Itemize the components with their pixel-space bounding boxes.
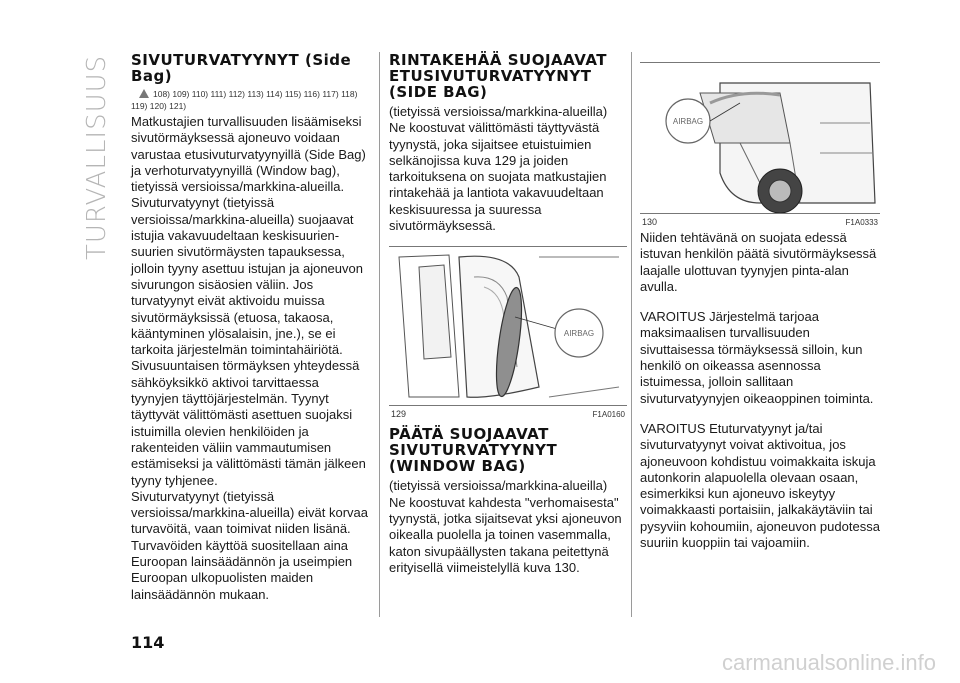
column-divider-2 <box>631 52 632 617</box>
paragraph: Matkustajien turvallisuuden lisäämiseksi sivutörmäyksessä ajoneuvo voidaan varustaa etusivuturvatyynyillä (Side Bag) ja verhoturvatyynyillä (Window bag), tietyissä versioissa/markkina-alueilla. <box>131 114 366 195</box>
figure-number: 129 <box>391 409 407 420</box>
section-tab <box>82 54 112 260</box>
paragraph: Sivuturvatyynyt (tietyissä versioissa/markkina-alueilla) suojaavat istujia vakavuudeltaan keskisuurien-suurien sivutörmäysten tapauksessa, jolloin tyyny asettuu istujan ja ajoneuvon sivurungon sisäosien väliin. Jos turvatyynyt eivät aktivoidu muissa sivutörmäyksissä (etuosa, takaosa, kääntyminen ylösalaisin, jne.), se ei tarkoita järjestelmän toimintahäiriötä. <box>131 195 363 358</box>
figure-code: F1A0333 <box>845 218 878 227</box>
watermark: carmanualsonline.info <box>721 650 936 675</box>
column-divider-1 <box>379 52 380 617</box>
paragraph: Sivusuuntaisen törmäyksen yhteydessä sähköyksikkö aktivoi tarvittaessa tyynyjen täyttöjärjestelmän. Tyynyt täyttyvät välittömästi asettuen suojaksi istuimilla olevien henkilöiden ja rakenteiden väliin vammautumisen estämiseksi ja välittömästi tämän jälkeen tyyny tyhjenee. <box>131 358 366 488</box>
heading-front-side-bag: RINTAKEHÄÄ SUOJAAVAT ETUSIVUTURVATYYNYT (SIDE BAG) <box>389 51 608 101</box>
seat-airbag-illustration <box>389 247 627 405</box>
paragraph: Ne koostuvat kahdesta "verhomaisesta" tyynystä, jotka sijaitsevat yksi ajoneuvon oikealla puolella ja toinen vasemmalla, katon sivupäällysten takana peitettynä erityisellä viimeistelyllä kuva 130. <box>389 494 622 575</box>
column-front-side-bag <box>389 52 627 576</box>
paragraph: Niiden tehtävänä on suojata edessä istuvan henkilön päätä sivutörmäyksessä laajalle ulottuvan tyynyjen pinta-alan avulla. <box>640 230 877 294</box>
refs-line-1: 108) 109) 110) 111) 112) 113) 114) 115) 116) 117) 118) <box>153 89 358 99</box>
heading-side-bag: SIVUTURVATYYNYT (Side Bag) <box>131 51 352 85</box>
paragraph: (tietyissä versioissa/markkina-alueilla) <box>389 478 608 494</box>
paragraph: (tietyissä versioissa/markkina-alueilla) <box>389 104 608 119</box>
airbag-label: AIRBAG <box>672 117 704 126</box>
warning-references <box>131 88 369 112</box>
warning-paragraph: VAROITUS Etuturvatyynyt ja/tai sivuturvatyynyt voivat aktivoitua, jos ajoneuvoon kohdistuu voimakkaita iskuja autonkorin alapuolella olevaan osaan, esimerkiksi kun ajoneuvo iskeytyy voimakkaasti portaisiin, jalkakäytäviin tai pysyviin kohoumiin, ajoneuvon pudotessa suuriin kuoppiin tai vajoamiin. <box>640 420 880 551</box>
airbag-label: AIRBAG <box>563 329 595 339</box>
warning-triangle-icon <box>139 89 149 98</box>
paragraph: Ne koostuvat välittömästi täyttyvästä tyynystä, joka sijaitsee etuistuimien selkänojissa kuva 129 ja joiden tarkoituksena on suojata matkustajien rintakehää ja lantiota vakavuudeltaan keskisuuressa ja suuressa sivutörmäyksessä. <box>389 120 607 234</box>
figure-code: F1A0160 <box>592 410 625 420</box>
page-number: 114 <box>131 633 165 652</box>
van-airbag-illustration <box>640 63 880 213</box>
column-side-bag <box>131 52 369 603</box>
heading-window-bag: PÄÄTÄ SUOJAAVAT SIVUTURVATYYNYT (WINDOW BAG) <box>389 425 558 476</box>
refs-line-2: 119) 120) 121) <box>131 101 187 111</box>
paragraph: Sivuturvatyynyt (tietyissä versioissa/markkina-alueilla) eivät korvaa turvavöitä, vaan toimivat niiden lisänä. Turvavöiden käyttöä suositellaan aina Euroopan lainsäädännön ja useimpien Euroopan ulkopuolisten maiden lainsäädännön mukaan. <box>131 488 368 602</box>
section-tab-label: TURVALLISUUS <box>82 54 112 260</box>
figure-number: 130 <box>642 217 658 227</box>
figure-129 <box>389 246 627 420</box>
figure-130 <box>640 62 880 227</box>
warning-paragraph: VAROITUS Järjestelmä tarjoaa maksimaalisen turvallisuuden sivuttaisessa törmäyksessä silloin, kun henkilö on oikeassa asennossa istuimessa, jolloin sallitaan sivuturvatyynyjen oikeaoppinen toiminta. <box>640 309 874 406</box>
column-window-bag-info <box>640 52 880 551</box>
